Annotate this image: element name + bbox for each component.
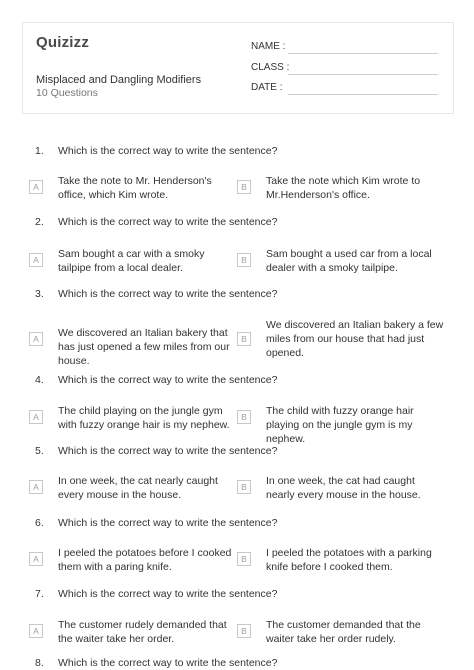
option-letter-box[interactable]: A (29, 624, 43, 638)
date-label: DATE : (251, 82, 283, 93)
option-text: Sam bought a used car from a local dealer with a smoky tailpipe. (266, 248, 432, 274)
name-label: NAME : (251, 41, 286, 52)
option-letter-box[interactable]: B (237, 332, 251, 346)
question-number: 5. (35, 445, 44, 457)
option-text: I peeled the potatoes before I cooked them with a paring knife. (58, 547, 232, 573)
option-letter-box[interactable]: A (29, 552, 43, 566)
option-letter-box[interactable]: B (237, 552, 251, 566)
option-text: Take the note to Mr. Henderson's office, which Kim wrote. (58, 175, 212, 201)
worksheet-title: Misplaced and Dangling Modifiers (36, 74, 202, 86)
question-number: 8. (35, 657, 44, 669)
question-prompt: Which is the correct way to write the sentence? (58, 288, 278, 300)
option-letter-box[interactable]: B (237, 624, 251, 638)
class-label: CLASS : (251, 62, 290, 73)
date-line (288, 94, 438, 95)
option-text: We discovered an Italian bakery a few miles from our house that had just opened. (266, 319, 444, 359)
option-letter-box[interactable]: A (29, 253, 43, 267)
option-letter-box[interactable]: A (29, 180, 43, 194)
class-line (288, 74, 438, 75)
question-number: 1. (35, 145, 44, 157)
option-letter-box[interactable]: B (237, 410, 251, 424)
option-letter-box[interactable]: B (237, 480, 251, 494)
question-prompt: Which is the correct way to write the sentence? (58, 517, 278, 529)
quizizz-logo: Quizizz (36, 34, 90, 51)
option-text: The child with fuzzy orange hair playing on the jungle gym is my nephew. (266, 405, 414, 445)
question-prompt: Which is the correct way to write the sentence? (58, 374, 278, 386)
question-number: 2. (35, 216, 44, 228)
option-letter-box[interactable]: A (29, 480, 43, 494)
question-prompt: Which is the correct way to write the sentence? (58, 588, 278, 600)
option-text: Sam bought a car with a smoky tailpipe from a local dealer. (58, 248, 205, 274)
option-text: The customer demanded that the waiter take her order rudely. (266, 619, 421, 645)
option-text: Take the note which Kim wrote to Mr.Henderson's office. (266, 175, 421, 201)
question-number: 7. (35, 588, 44, 600)
option-letter-box[interactable]: A (29, 410, 43, 424)
question-prompt: Which is the correct way to write the sentence? (58, 216, 278, 228)
question-prompt: Which is the correct way to write the sentence? (58, 145, 278, 157)
option-letter-box[interactable]: B (237, 180, 251, 194)
option-text: We discovered an Italian bakery that has just opened a few miles from our house. (58, 327, 230, 367)
option-letter-box[interactable]: B (237, 253, 251, 267)
option-text: I peeled the potatoes with a parking knife before I cooked them. (266, 547, 432, 573)
question-number: 4. (35, 374, 44, 386)
option-text: The child playing on the jungle gym with fuzzy orange hair is my nephew. (58, 405, 230, 431)
name-line (288, 53, 438, 54)
option-text: In one week, the cat had caught nearly every mouse in the house. (266, 475, 421, 501)
question-prompt: Which is the correct way to write the sentence? (58, 657, 278, 669)
option-letter-box[interactable]: A (29, 332, 43, 346)
question-number: 6. (35, 517, 44, 529)
option-text: In one week, the cat nearly caught every mouse in the house. (58, 475, 218, 501)
option-text: The customer rudely demanded that the waiter take her order. (58, 619, 227, 645)
question-number: 3. (35, 288, 44, 300)
question-prompt: Which is the correct way to write the sentence? (58, 445, 278, 457)
question-count: 10 Questions (36, 87, 98, 99)
